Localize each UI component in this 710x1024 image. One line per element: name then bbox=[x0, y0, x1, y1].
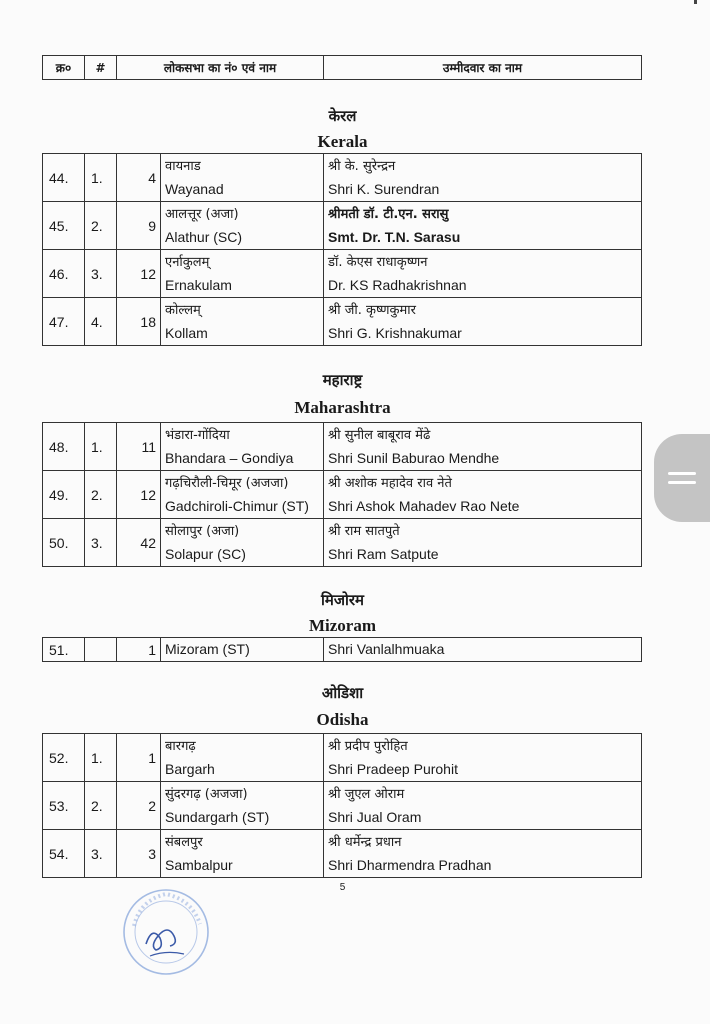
group-index: 2. bbox=[85, 782, 117, 830]
candidate-name bbox=[324, 298, 642, 346]
constituency-number: 3 bbox=[117, 830, 161, 878]
constituency-number: 42 bbox=[117, 519, 161, 567]
candidate-english: Smt. Dr. T.N. Sarasu bbox=[328, 228, 461, 245]
constituency-number: 2 bbox=[117, 782, 161, 830]
section-title-english: Mizoram bbox=[308, 616, 377, 635]
group-index: 3. bbox=[85, 250, 117, 298]
constituency-english: Sundargarh (ST) bbox=[165, 808, 270, 825]
constituency-hindi: गढ़चिरौली-चिमूर (अजजा) bbox=[165, 475, 289, 491]
candidate-table bbox=[42, 422, 642, 567]
constituency-name bbox=[161, 638, 324, 662]
constituency-name bbox=[161, 782, 324, 830]
section-title-hindi: महाराष्ट्र bbox=[322, 371, 363, 389]
section-title-hindi: मिजोरम bbox=[321, 591, 364, 609]
constituency-name bbox=[161, 830, 324, 878]
candidate-hindi: श्री अशोक महादेव राव नेते bbox=[328, 475, 452, 491]
constituency-hindi: संबलपुर bbox=[165, 834, 203, 850]
candidate-table bbox=[42, 153, 642, 346]
constituency-english: Kollam bbox=[165, 324, 208, 341]
serial-number: 52. bbox=[43, 734, 85, 782]
constituency-english: Bargarh bbox=[165, 760, 215, 777]
candidate-name bbox=[324, 638, 642, 662]
group-index: 1. bbox=[85, 734, 117, 782]
candidate-name bbox=[324, 782, 642, 830]
candidate-hindi: श्री राम सातपुते bbox=[328, 523, 400, 539]
constituency-name bbox=[161, 519, 324, 567]
candidate-name bbox=[324, 519, 642, 567]
constituency-english: Bhandara – Gondiya bbox=[165, 449, 294, 466]
constituency-hindi: बारगढ़ bbox=[165, 738, 196, 754]
header-constituency: लोकसभा का नं० एवं नाम bbox=[117, 56, 324, 80]
section-title-english: Odisha bbox=[316, 710, 369, 729]
constituency-number: 12 bbox=[117, 250, 161, 298]
table-row bbox=[43, 638, 642, 662]
constituency-number: 1 bbox=[117, 638, 161, 662]
table-row bbox=[43, 471, 642, 519]
serial-number: 45. bbox=[43, 202, 85, 250]
group-index: 3. bbox=[85, 519, 117, 567]
constituency-name bbox=[161, 250, 324, 298]
group-index: 1. bbox=[85, 154, 117, 202]
table-row bbox=[43, 782, 642, 830]
constituency-name bbox=[161, 471, 324, 519]
constituency-number: 12 bbox=[117, 471, 161, 519]
handle-line bbox=[668, 481, 696, 484]
candidate-hindi: श्री के. सुरेन्द्रन bbox=[328, 158, 396, 174]
table-row bbox=[43, 298, 642, 346]
candidate-english: Shri K. Surendran bbox=[328, 180, 440, 197]
constituency-number: 11 bbox=[117, 423, 161, 471]
page-number: 5 bbox=[339, 882, 346, 893]
constituency-number: 18 bbox=[117, 298, 161, 346]
candidate-english: Shri Vanlalhmuaka bbox=[328, 641, 445, 657]
section-title-english: Maharashtra bbox=[294, 398, 391, 417]
corner-mark bbox=[694, 0, 697, 4]
group-index bbox=[85, 638, 117, 662]
constituency-english: Sambalpur bbox=[165, 856, 233, 873]
candidate-hindi: श्री प्रदीप पुरोहित bbox=[328, 738, 408, 754]
candidate-hindi: श्रीमती डॉ. टी.एन. सरासु bbox=[328, 206, 449, 222]
handle-line bbox=[668, 472, 696, 475]
candidate-name bbox=[324, 154, 642, 202]
table-row bbox=[43, 250, 642, 298]
candidate-name bbox=[324, 734, 642, 782]
candidate-english: Shri Pradeep Purohit bbox=[328, 760, 458, 777]
table-row bbox=[43, 734, 642, 782]
serial-number: 51. bbox=[43, 638, 85, 662]
constituency-hindi: एर्नाकुलम् bbox=[165, 254, 210, 270]
serial-number: 48. bbox=[43, 423, 85, 471]
constituency-english: Gadchiroli-Chimur (ST) bbox=[165, 497, 309, 514]
constituency-hindi: आलत्तूर (अजा) bbox=[165, 206, 239, 222]
candidate-hindi: डॉ. केएस राधाकृष्णन bbox=[328, 254, 428, 270]
candidate-table bbox=[42, 733, 642, 878]
serial-number: 46. bbox=[43, 250, 85, 298]
section-title-hindi: ओडिशा bbox=[321, 684, 364, 702]
candidate-english: Shri Jual Oram bbox=[328, 808, 422, 825]
constituency-english: Mizoram (ST) bbox=[165, 641, 250, 657]
table-row bbox=[43, 202, 642, 250]
constituency-hindi: भंडारा-गोंदिया bbox=[165, 427, 230, 443]
candidate-english: Shri Ram Satpute bbox=[328, 545, 439, 562]
candidate-english: Shri G. Krishnakumar bbox=[328, 324, 462, 341]
constituency-hindi: वायनाड bbox=[165, 158, 201, 174]
section-title-hindi: केरल bbox=[328, 107, 357, 125]
constituency-number: 4 bbox=[117, 154, 161, 202]
constituency-name bbox=[161, 298, 324, 346]
candidate-hindi: श्री सुनील बाबूराव मेंढे bbox=[328, 427, 431, 443]
serial-number: 44. bbox=[43, 154, 85, 202]
menu-handle-icon[interactable] bbox=[654, 434, 710, 522]
table-row bbox=[43, 423, 642, 471]
candidate-english: Shri Sunil Baburao Mendhe bbox=[328, 449, 500, 466]
section-title-english: Kerala bbox=[317, 132, 368, 151]
table-row bbox=[43, 154, 642, 202]
constituency-name bbox=[161, 154, 324, 202]
table-row bbox=[43, 830, 642, 878]
constituency-hindi: कोल्लम् bbox=[165, 302, 201, 318]
constituency-name bbox=[161, 202, 324, 250]
candidate-name bbox=[324, 202, 642, 250]
candidate-english: Shri Ashok Mahadev Rao Nete bbox=[328, 497, 520, 514]
constituency-name bbox=[161, 423, 324, 471]
serial-number: 47. bbox=[43, 298, 85, 346]
serial-number: 54. bbox=[43, 830, 85, 878]
header-candidate: उम्मीदवार का नाम bbox=[324, 56, 642, 80]
group-index: 4. bbox=[85, 298, 117, 346]
candidate-hindi: श्री जुएल ओराम bbox=[328, 786, 405, 802]
group-index: 3. bbox=[85, 830, 117, 878]
table-header bbox=[42, 55, 642, 80]
constituency-english: Alathur (SC) bbox=[165, 228, 243, 245]
candidate-name bbox=[324, 423, 642, 471]
header-serial: क्र० bbox=[43, 56, 85, 80]
constituency-english: Solapur (SC) bbox=[165, 545, 246, 562]
group-index: 1. bbox=[85, 423, 117, 471]
constituency-hindi: सुंदरगढ़ (अजजा) bbox=[165, 786, 248, 802]
candidate-hindi: श्री धर्मेन्द्र प्रधान bbox=[328, 834, 402, 850]
table-row bbox=[43, 519, 642, 567]
candidate-name bbox=[324, 250, 642, 298]
group-index: 2. bbox=[85, 202, 117, 250]
serial-number: 49. bbox=[43, 471, 85, 519]
candidate-name bbox=[324, 471, 642, 519]
serial-number: 53. bbox=[43, 782, 85, 830]
constituency-hindi: सोलापुर (अजा) bbox=[165, 523, 240, 539]
constituency-english: Ernakulam bbox=[165, 276, 232, 293]
official-seal-signature-icon bbox=[120, 886, 212, 978]
candidate-table bbox=[42, 637, 642, 662]
serial-number: 50. bbox=[43, 519, 85, 567]
group-index: 2. bbox=[85, 471, 117, 519]
candidate-hindi: श्री जी. कृष्णकुमार bbox=[328, 302, 416, 318]
header-hash: # bbox=[85, 56, 117, 80]
constituency-number: 9 bbox=[117, 202, 161, 250]
candidate-name bbox=[324, 830, 642, 878]
constituency-english: Wayanad bbox=[165, 180, 224, 197]
constituency-number: 1 bbox=[117, 734, 161, 782]
candidate-english: Dr. KS Radhakrishnan bbox=[328, 276, 467, 293]
candidate-english: Shri Dharmendra Pradhan bbox=[328, 856, 492, 873]
constituency-name bbox=[161, 734, 324, 782]
